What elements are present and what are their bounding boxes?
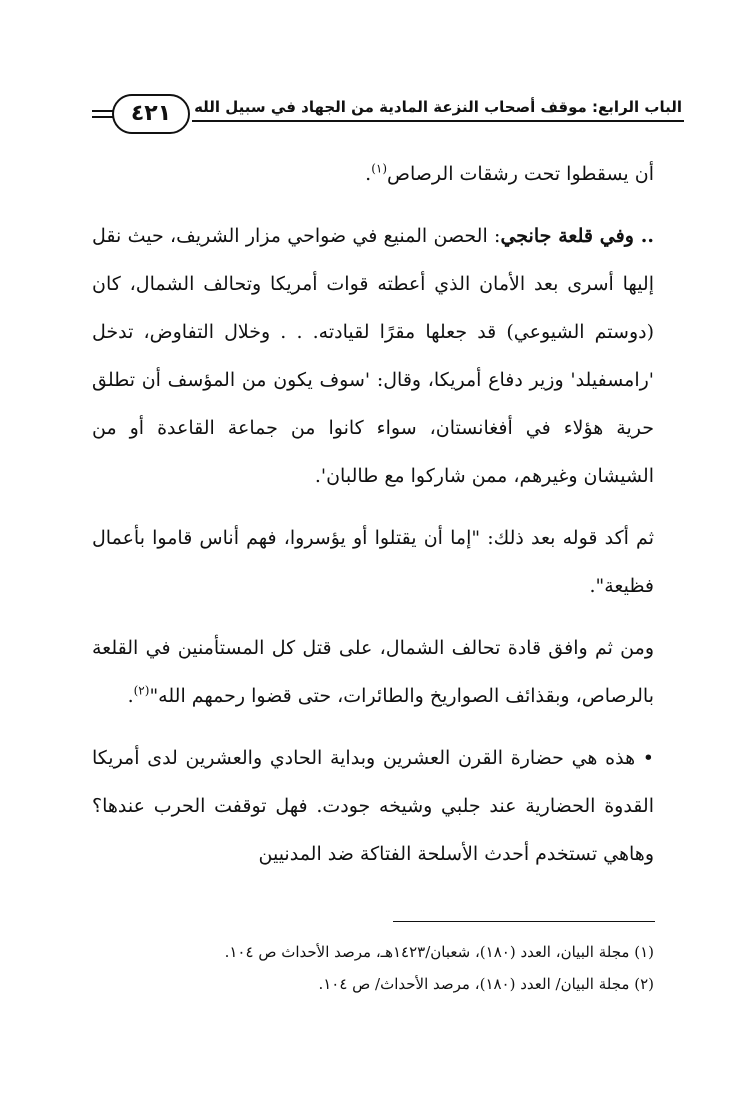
- header-rule-right: [192, 120, 684, 122]
- footnote-ref-2: (٢): [133, 683, 150, 698]
- header-rule-left-bottom: [92, 116, 114, 118]
- paragraph-3-end: .: [127, 685, 134, 707]
- running-header: [92, 92, 684, 140]
- paragraph-0-text: أن يسقطوا تحت رشقات الرصاص: [387, 163, 654, 185]
- page-number: ٤٢١: [112, 94, 190, 134]
- paragraph-2: [92, 514, 654, 610]
- paragraph-1-text: : الحصن المنيع في ضواحي مزار الشريف، حيث نقل إليها أسرى بعد الأمان الذي أعطته قوات أمريكا وتحالف الشمال، كان (دوستم الشيوعي) قد جعلها مقرًا لقيادته. . . وخلال التفاوض، تدخل 'رامسفيلد' وزير دفاع أمريكا، وقال: 'سوف يكون من المؤسف أن تطلق حرية هؤلاء في أفغانستان، سواء كانوا من جماعة القاعدة أو من الشيشان وغيرهم، ممن شاركوا مع طالبان'.: [92, 225, 654, 487]
- paragraph-1-lead: .. وفي قلعة جانجي: [500, 225, 654, 247]
- main-text: [92, 150, 654, 878]
- paragraph-0-end: .: [365, 163, 372, 185]
- paragraph-2-text: ثم أكد قوله بعد ذلك: "إما أن يقتلوا أو يؤسروا، فهم أناس قاموا بأعمال فظيعة".: [92, 527, 654, 597]
- paragraph-3: [92, 624, 654, 720]
- chapter-title: الباب الرابع: موقف أصحاب النزعة المادية من الجهاد في سبيل الله: [194, 98, 682, 116]
- paragraph-4-text: • هذه هي حضارة القرن العشرين وبداية الحادي والعشرين لدى أمريكا القدوة الحضارية عند جلبي وشيخه جودت. فهل توقفت الحرب عندها؟ وهاهي تستخدم أحدث الأسلحة الفتاكة ضد المدنيين: [92, 747, 654, 865]
- paragraph-1: [92, 212, 654, 500]
- footnote-1: (١) مجلة البيان، العدد (١٨٠)، شعبان/١٤٢٣هـ، مرصد الأحداث ص ١٠٤.: [224, 943, 654, 961]
- footnote-separator: [393, 921, 655, 922]
- paragraph-4: [92, 734, 654, 878]
- paragraph-0: [92, 150, 654, 198]
- header-rule-left-top: [92, 110, 114, 112]
- footnotes: [92, 936, 654, 1000]
- footnote-2: (٢) مجلة البيان/ العدد (١٨٠)، مرصد الأحداث/ ص ١٠٤.: [318, 975, 654, 993]
- footnote-ref-1: (١): [371, 161, 388, 176]
- paragraph-3-text: ومن ثم وافق قادة تحالف الشمال، على قتل كل المستأمنين في القلعة بالرصاص، وبقذائف الصواريخ والطائرات، حتى قضوا رحمهم الله": [92, 637, 654, 707]
